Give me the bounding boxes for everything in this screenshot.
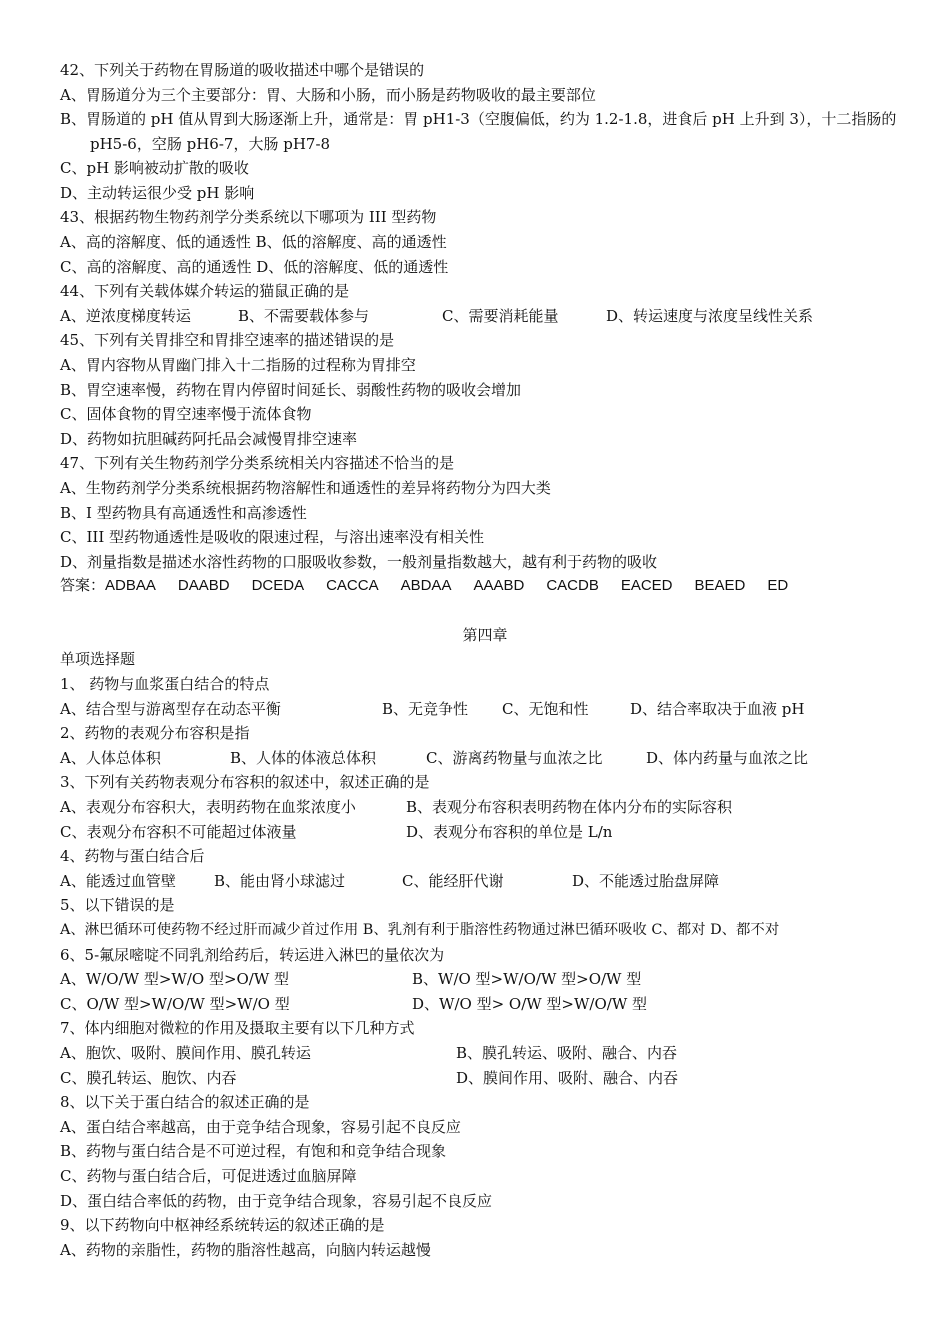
question-44: 44、下列有关载体媒介转运的猫鼠正确的是 xyxy=(60,282,350,301)
answer-group: DAABD xyxy=(177,577,230,595)
options-1 xyxy=(60,697,910,722)
answer-group: CACDB xyxy=(546,577,599,595)
question-6: 6、5-氟尿嘧啶不同乳剂给药后，转运进入淋巴的量依次为 xyxy=(60,945,445,964)
option-47-c: C、III 型药物通透性是吸收的限速过程，与溶出速率没有相关性 xyxy=(60,528,485,547)
option-6-a: A、W/O/W 型>W/O 型>O/W 型 xyxy=(60,970,290,989)
option-3-a: A、表观分布容积大，表明药物在血浆浓度小 xyxy=(60,798,356,817)
option-3-d: D、表观分布容积的单位是 L/n xyxy=(406,822,613,841)
option-44-a: A、逆浓度梯度转运 xyxy=(60,306,191,325)
question-5: 5、以下错误的是 xyxy=(60,896,175,915)
question-9: 9、以下药物向中枢神经系统转运的叙述正确的是 xyxy=(60,1216,385,1235)
options-7-cd xyxy=(60,1066,910,1091)
answer-label: 答案： xyxy=(60,577,106,595)
question-2: 2、药物的表观分布容积是指 xyxy=(60,724,250,743)
option-1-b: B、无竞争性 xyxy=(382,699,469,718)
options-4 xyxy=(60,869,910,894)
option-8-b: B、药物与蛋白结合是不可逆过程，有饱和和竞争结合现象 xyxy=(60,1142,447,1161)
option-3-c: C、表观分布容积不可能超过体液量 xyxy=(60,822,297,841)
option-6-c: C、O/W 型>W/O/W 型>W/O 型 xyxy=(60,994,290,1013)
options-5: A、淋巴循环可使药物不经过肝而减少首过作用 B、乳剂有利于脂溶性药物通过淋巴循环吸收 C、都对 D、都不对 xyxy=(60,922,780,938)
option-44-d: D、转运速度与浓度呈线性关系 xyxy=(606,306,814,325)
option-2-d: D、体内药量与血浓之比 xyxy=(646,748,809,767)
question-4: 4、药物与蛋白结合后 xyxy=(60,847,205,866)
option-47-d: D、剂量指数是描述水溶性药物的口服吸收参数，一般剂量指数越大，越有利于药物的吸收 xyxy=(60,552,658,571)
answer-group: BEAED xyxy=(694,577,746,595)
answer-group: ED xyxy=(767,577,789,595)
question-3: 3、下列有关药物表观分布容积的叙述中，叙述正确的是 xyxy=(60,773,430,792)
option-4-a: A、能透过血管壁 xyxy=(60,871,176,890)
question-47: 47、下列有关生物药剂学分类系统相关内容描述不恰当的是 xyxy=(60,454,455,473)
answer-group: ADBAA xyxy=(105,577,156,595)
options-6-ab xyxy=(60,967,910,992)
option-9-a: A、药物的亲脂性，药物的脂溶性越高，向脑内转运越慢 xyxy=(60,1240,431,1259)
option-8-a: A、蛋白结合率越高，由于竞争结合现象，容易引起不良反应 xyxy=(60,1117,461,1136)
option-2-a: A、人体总体积 xyxy=(60,748,161,767)
option-44-c: C、需要消耗能量 xyxy=(442,306,559,325)
question-43: 43、根据药物生物药剂学分类系统以下哪项为 III 型药物 xyxy=(60,208,437,227)
option-6-b: B、W/O 型>W/O/W 型>O/W 型 xyxy=(412,970,642,989)
option-7-a: A、胞饮、吸附、膜间作用、膜孔转运 xyxy=(60,1043,311,1062)
option-45-d: D、药物如抗胆碱药阿托品会减慢胃排空速率 xyxy=(60,429,358,448)
option-2-b: B、人体的体液总体积 xyxy=(230,748,377,767)
answer-group: EACED xyxy=(620,577,673,595)
answer-group: CACCA xyxy=(326,577,379,595)
question-42: 42、下列关于药物在胃肠道的吸收描述中哪个是错误的 xyxy=(60,61,425,79)
option-8-c: C、药物与蛋白结合后，可促进透过血脑屏障 xyxy=(60,1166,357,1185)
option-42-c: C、pH 影响被动扩散的吸收 xyxy=(60,159,249,178)
option-47-b: B、I 型药物具有高通透性和高渗透性 xyxy=(60,503,307,522)
option-44-b: B、不需要载体参与 xyxy=(238,306,370,325)
option-6-d: D、W/O 型> O/W 型>W/O/W 型 xyxy=(412,994,648,1013)
option-45-b: B、胃空速率慢，药物在胃内停留时间延长、弱酸性药物的吸收会增加 xyxy=(60,380,522,399)
option-7-d: D、膜间作用、吸附、融合、内吞 xyxy=(456,1068,679,1087)
option-43-ab: A、高的溶解度、低的通透性 B、低的溶解度、高的通透性 xyxy=(60,232,447,251)
answer-group: DCEDA xyxy=(251,577,305,595)
option-1-a: A、结合型与游离型存在动态平衡 xyxy=(60,699,281,718)
option-7-c: C、膜孔转运、胞饮、内吞 xyxy=(60,1068,237,1087)
options-6-cd xyxy=(60,992,910,1017)
question-7: 7、体内细胞对微粒的作用及摄取主要有以下几种方式 xyxy=(60,1019,415,1038)
option-45-a: A、胃内容物从胃幽门排入十二指肠的过程称为胃排空 xyxy=(60,355,416,374)
options-2 xyxy=(60,746,910,771)
question-45: 45、下列有关胃排空和胃排空速率的描述错误的是 xyxy=(60,331,395,350)
option-4-c: C、能经肝代谢 xyxy=(402,871,504,890)
answer-key xyxy=(60,574,910,599)
option-45-c: C、固体食物的胃空速率慢于流体食物 xyxy=(60,405,312,424)
options-3-cd xyxy=(60,820,910,845)
option-4-d: D、不能透过胎盘屏障 xyxy=(572,871,720,890)
question-1: 1、 药物与血浆蛋白结合的特点 xyxy=(60,675,270,694)
option-42-a: A、胃肠道分为三个主要部分：胃、大肠和小肠，而小肠是药物吸收的最主要部位 xyxy=(60,85,596,104)
answer-group: ABDAA xyxy=(400,577,452,595)
option-1-c: C、无饱和性 xyxy=(502,699,589,718)
option-4-b: B、能由肾小球滤过 xyxy=(214,871,346,890)
options-3-ab xyxy=(60,795,910,820)
option-8-d: D、蛋白结合率低的药物，由于竞争结合现象，容易引起不良反应 xyxy=(60,1191,493,1210)
option-1-d: D、结合率取决于血液 pH xyxy=(630,699,805,718)
option-7-b: B、膜孔转运、吸附、融合、内吞 xyxy=(456,1043,678,1062)
option-42-d: D、主动转运很少受 pH 影响 xyxy=(60,183,255,202)
options-7-ab xyxy=(60,1041,910,1066)
question-8: 8、以下关于蛋白结合的叙述正确的是 xyxy=(60,1093,310,1112)
options-44 xyxy=(60,304,910,329)
option-3-b: B、表观分布容积表明药物在体内分布的实际容积 xyxy=(406,798,733,817)
option-42-b: B、胃肠道的 pH 值从胃到大肠逐渐上升，通常是：胃 pH1-3（空腹偏低，约为 1.2-1.8，进食后 pH 上升到 3），十二指肠的 pH5-6，空肠 pH6-7，大肠 pH7-8 xyxy=(60,110,897,153)
document-page xyxy=(60,58,910,1262)
option-2-c: C、游离药物量与血浓之比 xyxy=(426,748,603,767)
section-type: 单项选择题 xyxy=(60,650,136,669)
option-43-cd: C、高的溶解度、高的通透性 D、低的溶解度、低的通透性 xyxy=(60,257,449,276)
answer-group: AAABD xyxy=(473,577,525,595)
chapter-title: 第四章 xyxy=(462,625,508,644)
option-47-a: A、生物药剂学分类系统根据药物溶解性和通透性的差异将药物分为四大类 xyxy=(60,478,551,497)
